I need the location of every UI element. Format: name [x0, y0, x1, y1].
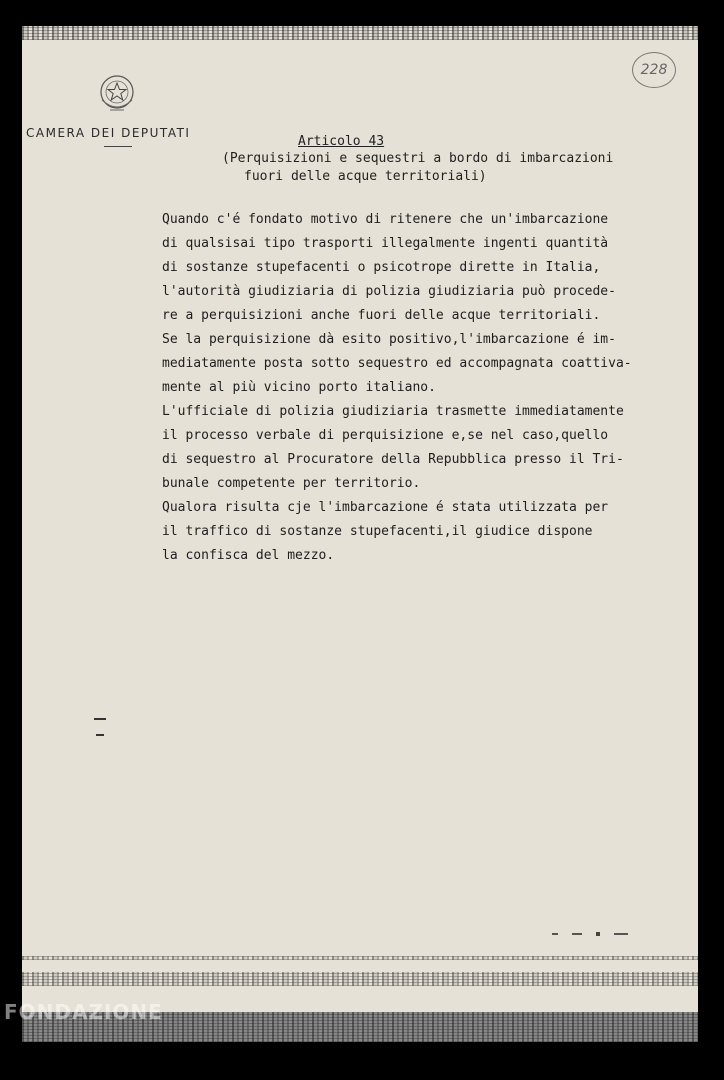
republic-emblem-icon — [96, 70, 138, 116]
scan-noise-top — [22, 26, 698, 40]
article-subtitle — [222, 150, 662, 186]
institution-underline — [104, 146, 132, 147]
article-subtitle-line: fuori delle acque territoriali) — [244, 169, 487, 184]
body-line: Qualora risulta cje l'imbarcazione é stata utilizzata per — [162, 500, 609, 515]
body-line: l'autorità giudiziaria di polizia giudiziaria può procede- — [162, 284, 616, 299]
body-line: di sequestro al Procuratore della Repubblica presso il Tri- — [162, 452, 624, 467]
article-subtitle-line: (Perquisizioni e sequestri a bordo di imbarcazioni — [222, 151, 614, 166]
margin-mark — [94, 718, 106, 720]
body-line: mente al più vicino porto italiano. — [162, 380, 436, 395]
scan-noise-line — [22, 956, 698, 960]
institution-label: CAMERA DEI DEPUTATI — [26, 126, 191, 140]
body-line: Se la perquisizione dà esito positivo,l'imbarcazione é im- — [162, 332, 616, 347]
body-line: bunale competente per territorio. — [162, 476, 421, 491]
body-line: la confisca del mezzo. — [162, 548, 335, 563]
body-line: di qualsisai tipo trasporti illegalmente ingenti quantità — [162, 236, 609, 251]
body-line: mediatamente posta sotto sequestro ed accompagnata coattiva- — [162, 356, 632, 371]
body-line: il traffico di sostanze stupefacenti,il giudice dispone — [162, 524, 593, 539]
body-line: L'ufficiale di polizia giudiziaria trasmette immediatamente — [162, 404, 624, 419]
document-page — [22, 26, 698, 1042]
body-line: il processo verbale di perquisizione e,se nel caso,quello — [162, 428, 609, 443]
body-line: re a perquisizioni anche fuori delle acque territoriali. — [162, 308, 601, 323]
article-body — [162, 208, 692, 568]
body-line: di sostanze stupefacenti o psicotrope dirette in Italia, — [162, 260, 601, 275]
scan-specks — [552, 930, 642, 938]
body-line: Quando c'é fondato motivo di ritenere che un'imbarcazione — [162, 212, 609, 227]
article-title: Articolo 43 — [298, 134, 385, 149]
margin-mark — [96, 734, 104, 736]
page-number-stamp: 228 — [632, 52, 676, 88]
scan-noise-bottom — [22, 972, 698, 986]
fondazione-watermark: FONDAZIONE — [4, 1000, 163, 1024]
